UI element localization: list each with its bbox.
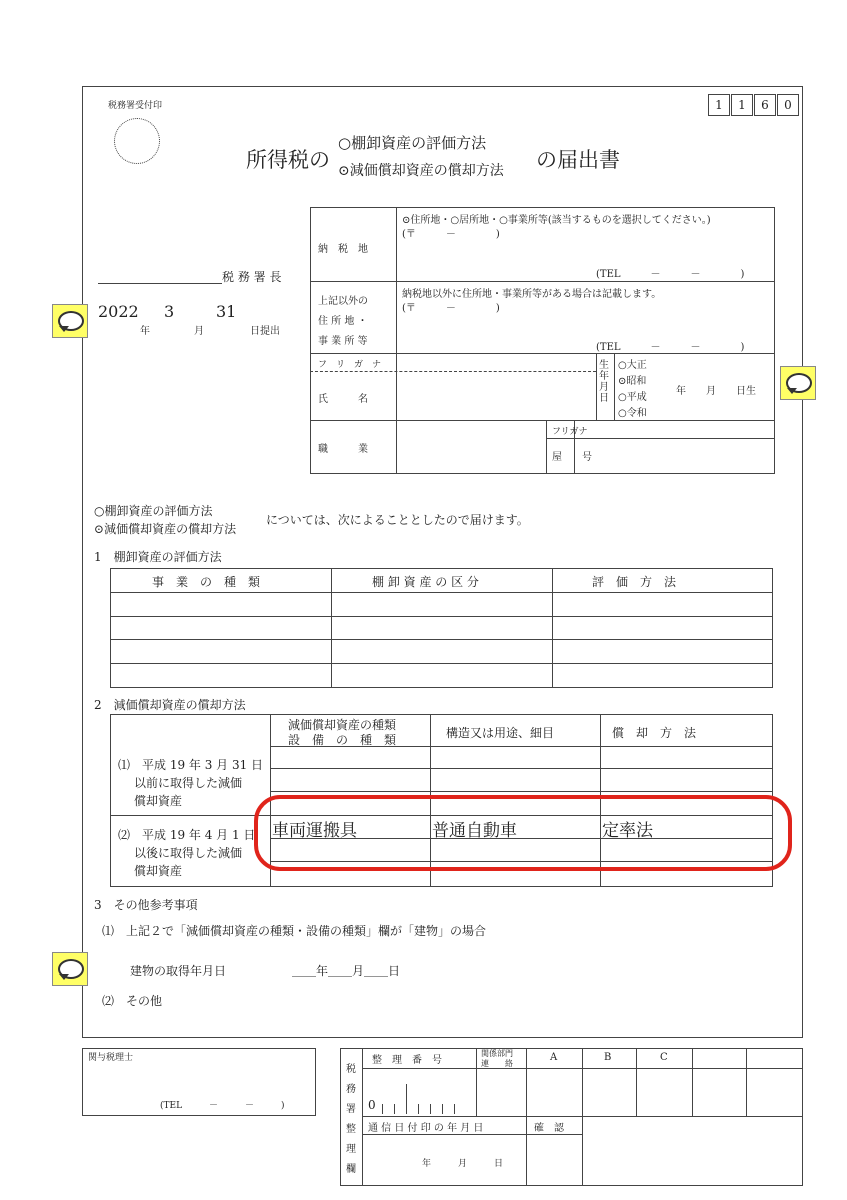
other-address-postal[interactable]: (〒 － ): [402, 303, 500, 314]
other-address-tel[interactable]: (TEL － － ): [596, 342, 745, 353]
section2-col-asset-type-1: 減価償却資産の種類: [288, 718, 397, 732]
occupation-label: 職 業: [318, 444, 368, 455]
radio-unselected-icon[interactable]: ○: [94, 504, 105, 518]
statement-text: については、次によることとしたので届けます。: [266, 513, 529, 527]
office-col-5: 理: [346, 1144, 356, 1155]
era-showa[interactable]: ⊙昭和: [618, 376, 647, 387]
era-heisei[interactable]: ○平成: [618, 392, 647, 403]
section2-row2-line1: ⑵ 平成 19 年 4 月 1 日: [118, 828, 256, 842]
comment-note-icon[interactable]: [52, 952, 88, 986]
col-c-label: C: [660, 1052, 668, 1063]
kankei-label-2: 連 絡: [481, 1059, 513, 1068]
other-address-note: 納税地以外に住所地・事業所等がある場合は記載します。: [402, 289, 662, 300]
era-reiwa[interactable]: ○令和: [618, 408, 647, 419]
receipt-stamp-label: 税務署受付印: [108, 101, 163, 111]
col-b-label: B: [604, 1052, 612, 1063]
radio-unselected-icon[interactable]: ○: [450, 215, 460, 226]
shop-furigana-label: フリガナ: [552, 427, 588, 437]
entry-method[interactable]: 定率法: [602, 821, 653, 841]
section2-row1-line1: ⑴ 平成 19 年 3 月 31 日: [118, 758, 264, 772]
radio-unselected-icon[interactable]: ○: [338, 134, 352, 152]
seiri-bango-label: 整 理 番 号: [372, 1055, 442, 1066]
entry-asset-type[interactable]: 車両運搬具: [272, 821, 357, 841]
office-col-3: 署: [346, 1104, 356, 1115]
office-col-4: 整: [346, 1124, 356, 1135]
nozeichi-label: 納 税 地: [318, 244, 368, 255]
submit-day[interactable]: 31: [216, 302, 237, 321]
kakunin-label: 確 認: [534, 1123, 564, 1134]
other-address-label-3: 事 業 所 等: [318, 336, 368, 347]
nozeichi-options: ⊙住所地・○居所地・○事業所等(該当するものを選択してください。): [402, 215, 711, 226]
section3-heading: 3 その他参考事項: [94, 898, 198, 912]
name-label: 氏 名: [318, 394, 368, 405]
section1-col-method: 評 価 方 法: [592, 575, 677, 589]
office-col-6: 欄: [346, 1164, 356, 1175]
section2-col-method: 償 却 方 法: [612, 726, 697, 740]
office-col-1: 税: [346, 1064, 356, 1075]
section2-row2-line3: 償却資産: [134, 864, 183, 878]
section2-row1-line2: 以前に取得した減価: [134, 776, 243, 790]
form-code-digit-3: 6: [754, 94, 776, 116]
other-address-label-2: 住 所 地 ・: [318, 316, 368, 327]
shop-label: 屋 号: [552, 452, 592, 463]
radio-selected-icon: ⊙: [618, 376, 627, 387]
submit-year[interactable]: 2022: [98, 302, 139, 321]
kankei-label-1: 関係部門: [481, 1049, 513, 1058]
tax-accountant-label: 関与税理士: [88, 1053, 134, 1063]
section2-col-structure: 構造又は用途、細目: [446, 726, 555, 740]
form-code-digit-2: 1: [731, 94, 753, 116]
title-option-2: ⊙減価償却資産の償却方法: [338, 163, 504, 179]
tax-office-suffix: 税 務 署 長: [222, 270, 282, 284]
section1-col-business: 事 業 の 種 類: [152, 575, 261, 589]
radio-selected-icon[interactable]: ⊙: [402, 215, 411, 226]
tsushin-label: 通 信 日 付 印 の 年 月 日: [368, 1123, 484, 1134]
nozeichi-tel[interactable]: (TEL － － ): [596, 269, 745, 280]
section3-item2: ⑵ その他: [102, 994, 163, 1008]
comment-note-icon[interactable]: [52, 304, 88, 338]
col-a-label: A: [550, 1052, 558, 1063]
section2-row2-line2: 以後に取得した減価: [134, 846, 243, 860]
day-unit: 日提出: [250, 326, 280, 337]
title-option-1: ○棚卸資産の評価方法: [338, 134, 487, 152]
title-suffix: の届出書: [536, 148, 620, 172]
receipt-stamp-circle: [114, 118, 160, 164]
submit-month[interactable]: 3: [164, 302, 175, 321]
form-code-digit-1: 1: [708, 94, 730, 116]
birth-date-units: 年 月 日生: [676, 386, 756, 397]
tax-office-underline: [98, 283, 222, 284]
office-col-2: 務: [346, 1084, 356, 1095]
month-unit: 月: [194, 326, 204, 337]
furigana-label: フ リ ガ ナ: [318, 360, 382, 370]
radio-unselected-icon: ○: [618, 408, 627, 419]
statement-option-2: ⊙減価償却資産の償却方法: [94, 522, 237, 536]
radio-unselected-icon[interactable]: ○: [499, 215, 508, 226]
building-date-field[interactable]: ＿＿年＿＿月＿＿日: [292, 964, 401, 978]
year-unit: 年: [140, 326, 150, 337]
radio-selected-icon[interactable]: ⊙: [338, 163, 350, 179]
title-prefix: 所得税の: [246, 148, 330, 172]
section2-row1-line3: 償却資産: [134, 794, 183, 808]
building-date-label: 建物の取得年月日: [130, 964, 227, 978]
section2-heading: 2 減価償却資産の償却方法: [94, 698, 246, 712]
radio-unselected-icon: ○: [618, 392, 627, 403]
section1-heading: 1 棚卸資産の評価方法: [94, 550, 222, 564]
statement-option-1: ○棚卸資産の評価方法: [94, 504, 213, 518]
section3-item1: ⑴ 上記２で「減価償却資産の種類・設備の種類」欄が「建物」の場合: [102, 924, 487, 938]
radio-unselected-icon: ○: [618, 360, 627, 371]
entry-structure[interactable]: 普通自動車: [432, 821, 517, 841]
era-taisho[interactable]: ○大正: [618, 360, 647, 371]
highlight-annotation: [254, 795, 792, 871]
form-code-digit-4: 0: [777, 94, 799, 116]
radio-selected-icon[interactable]: ⊙: [94, 522, 105, 536]
number-start: 0: [368, 1098, 376, 1112]
nozeichi-postal[interactable]: (〒 － ): [402, 229, 500, 240]
section1-col-category: 棚 卸 資 産 の 区 分: [372, 575, 479, 589]
birth-label: 生年月日: [599, 360, 609, 404]
comment-note-icon[interactable]: [780, 366, 816, 400]
tax-accountant-tel[interactable]: (TEL － － ): [160, 1101, 285, 1111]
other-address-label-1: 上記以外の: [318, 296, 368, 307]
section2-col-asset-type-2: 設 備 の 種 類: [288, 733, 397, 747]
date-units-label: 年 月 日: [422, 1159, 504, 1169]
